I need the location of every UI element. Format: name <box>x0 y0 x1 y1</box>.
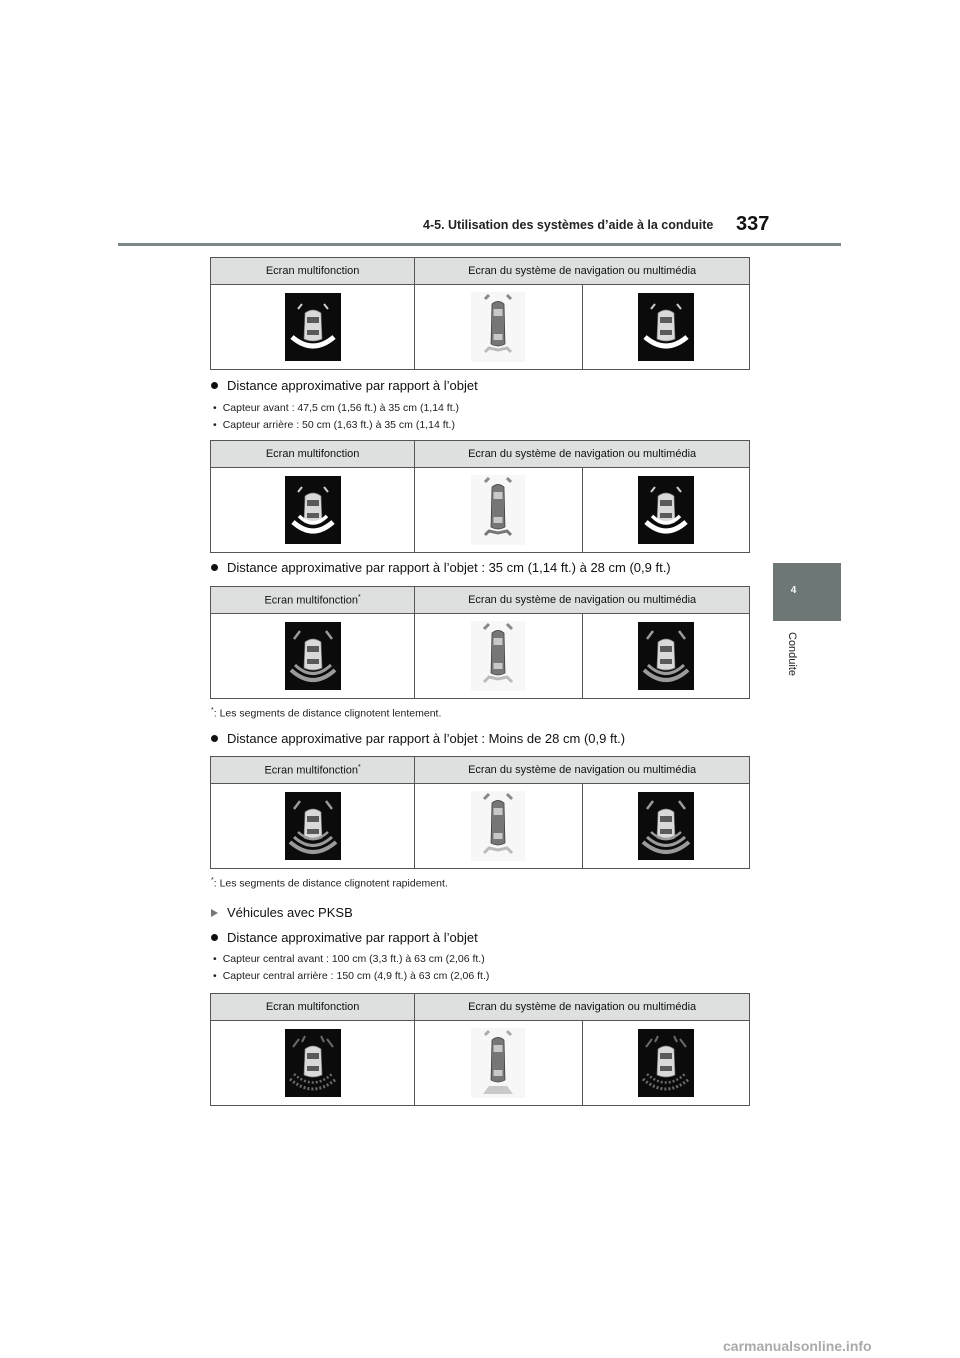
col-multifunction-header: Ecran multifonction <box>211 994 415 1021</box>
col-navigation-header: Ecran du système de navigation ou multimédia <box>415 994 750 1021</box>
navigation-display-illustration <box>471 292 525 362</box>
section-heading: Distance approximative par rapport à l’objet <box>211 378 478 393</box>
col-navigation-header: Ecran du système de navigation ou multimédia <box>415 757 750 784</box>
col-navigation-header: Ecran du système de navigation ou multimédia <box>415 258 750 285</box>
display-table-3 <box>210 586 750 699</box>
section-heading: Distance approximative par rapport à l’objet : 35 cm (1,14 ft.) à 28 cm (0,9 ft.) <box>211 560 671 575</box>
multifunction-display-illustration <box>285 792 341 860</box>
multimedia-display-illustration <box>638 792 694 860</box>
col-multifunction-header: Ecran multifonction <box>211 258 415 285</box>
multimedia-display-illustration <box>638 293 694 361</box>
page-number: 337 <box>736 213 770 235</box>
display-table-4 <box>210 756 750 869</box>
watermark: carmanualsonline.info <box>723 1338 872 1354</box>
display-table-1 <box>210 257 750 370</box>
multimedia-display-illustration <box>638 476 694 544</box>
footnote: *: Les segments de distance clignotent rapidement. <box>211 877 448 890</box>
navigation-display-illustration <box>471 1028 525 1098</box>
multifunction-display-illustration <box>285 293 341 361</box>
section-title: 4-5. Utilisation des systèmes d’aide à la conduite <box>423 218 714 232</box>
subsection-heading: Véhicules avec PKSB <box>211 905 353 920</box>
navigation-display-illustration <box>471 621 525 691</box>
list-item: • Capteur central arrière : 150 cm (4,9 ft.) à 63 cm (2,06 ft.) <box>213 970 490 982</box>
bullet-icon <box>211 564 218 571</box>
col-multifunction-header: Ecran multifonction* <box>211 587 415 614</box>
section-heading: Distance approximative par rapport à l’objet : Moins de 28 cm (0,9 ft.) <box>211 731 625 746</box>
bullet-icon <box>211 382 218 389</box>
col-multifunction-header: Ecran multifonction <box>211 441 415 468</box>
list-item: • Capteur avant : 47,5 cm (1,56 ft.) à 35 cm (1,14 ft.) <box>213 402 460 414</box>
multifunction-display-illustration <box>285 476 341 544</box>
chapter-label: Conduite <box>786 632 798 677</box>
list-item: • Capteur central avant : 100 cm (3,3 ft.) à 63 cm (2,06 ft.) <box>213 953 485 965</box>
navigation-display-illustration <box>471 791 525 861</box>
col-navigation-header: Ecran du système de navigation ou multimédia <box>415 441 750 468</box>
footnote: *: Les segments de distance clignotent lentement. <box>211 707 442 720</box>
multifunction-display-illustration <box>285 1029 341 1097</box>
bullet-icon <box>211 735 218 742</box>
navigation-display-illustration <box>471 475 525 545</box>
chapter-number: 4 <box>790 585 797 596</box>
bullet-icon <box>211 934 218 941</box>
multimedia-display-illustration <box>638 1029 694 1097</box>
multimedia-display-illustration <box>638 622 694 690</box>
display-table-5 <box>210 993 750 1106</box>
section-heading: Distance approximative par rapport à l’objet <box>211 930 478 945</box>
list-item: • Capteur arrière : 50 cm (1,63 ft.) à 35 cm (1,14 ft.) <box>213 419 455 431</box>
col-navigation-header: Ecran du système de navigation ou multimédia <box>415 587 750 614</box>
header-rule <box>118 243 841 246</box>
triangle-bullet-icon <box>211 909 218 917</box>
col-multifunction-header: Ecran multifonction* <box>211 757 415 784</box>
display-table-2 <box>210 440 750 553</box>
multifunction-display-illustration <box>285 622 341 690</box>
